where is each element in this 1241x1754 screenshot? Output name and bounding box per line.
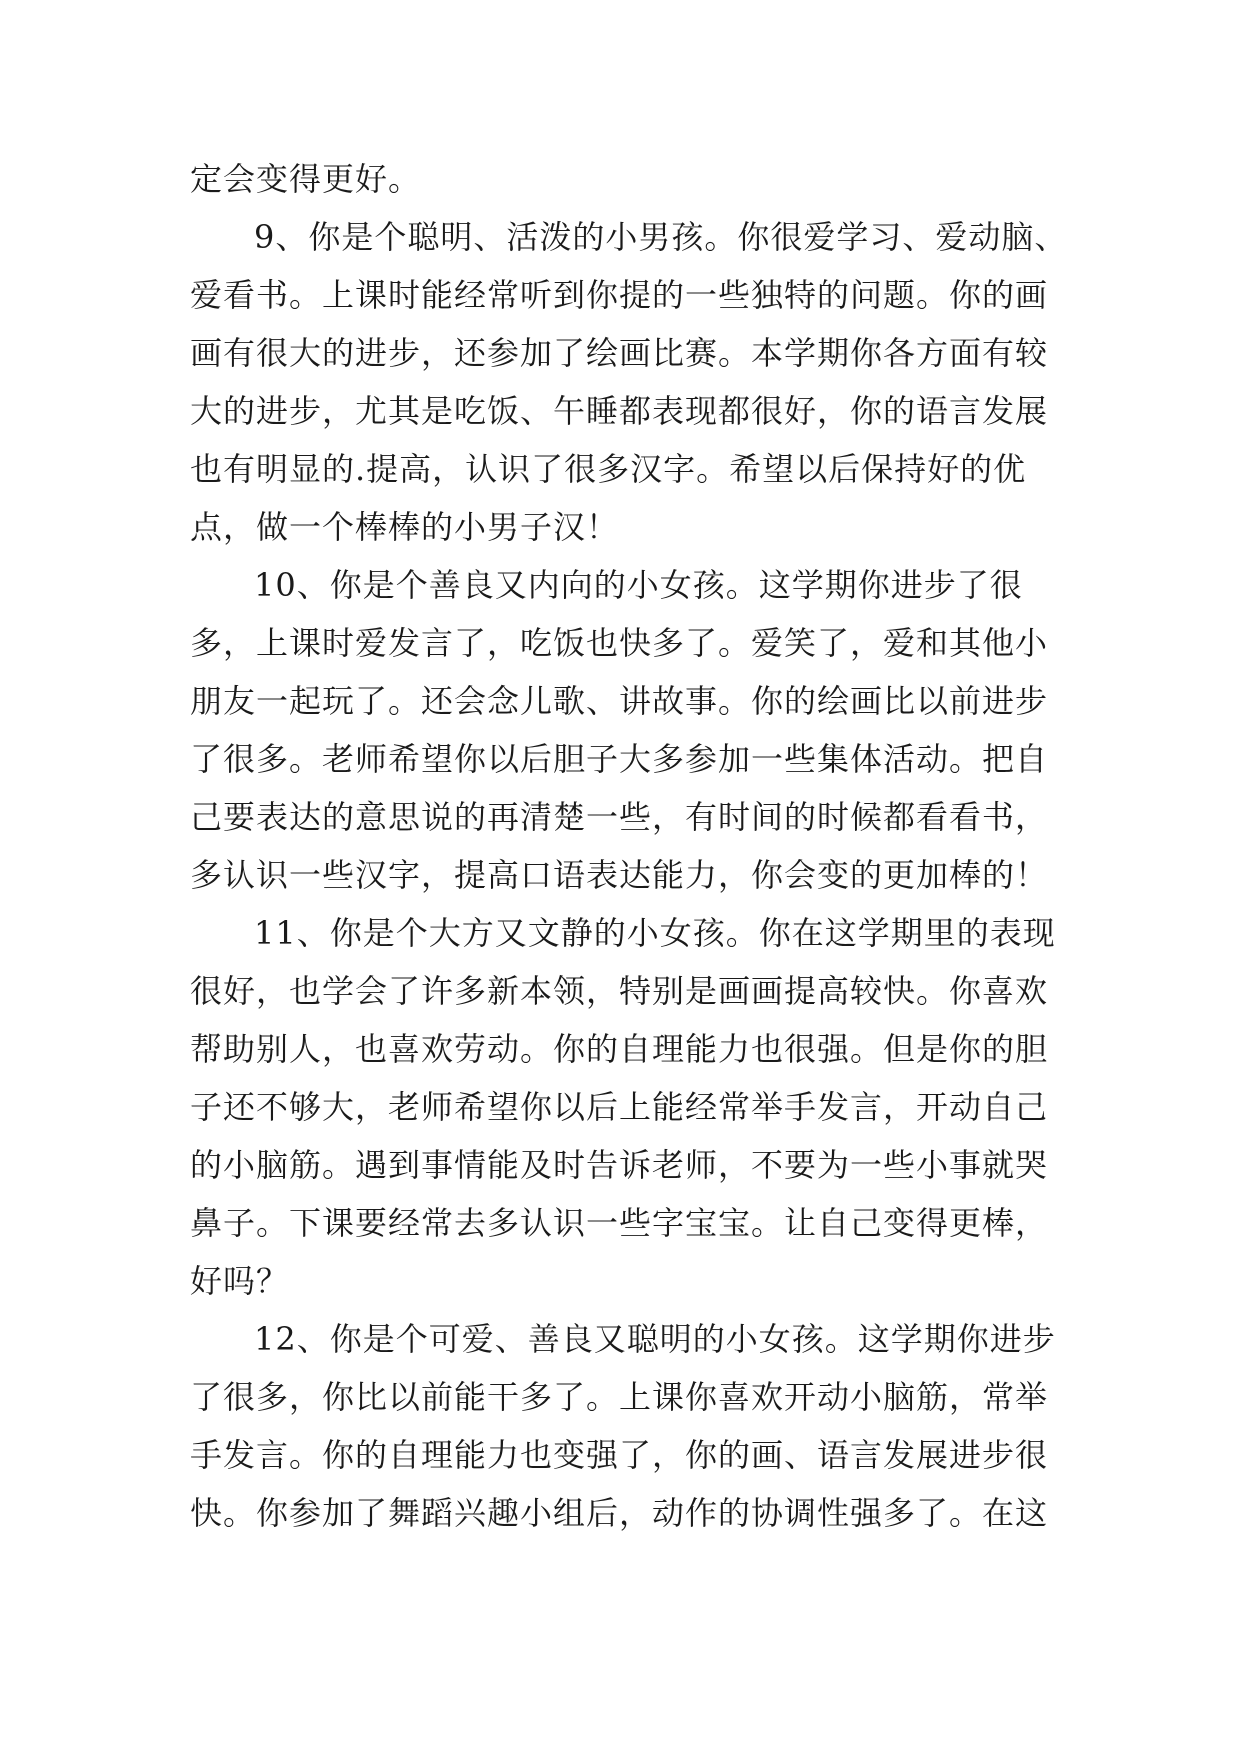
paragraph-9: 9、你是个聪明、活泼的小男孩。你很爱学习、爱动脑、爱看书。上课时能经常听到你提的一些独特的问题。你的画画有很大的进步，还参加了绘画比赛。本学期你各方面有较大的进步，尤其是吃饭、午睡都表现都很好，你的语言发展也有明显的.提高，认识了很多汉字。希望以后保持好的优点，做一个棒棒的小男子汉！	[190, 218, 1068, 546]
document-body	[190, 150, 1070, 1542]
paragraph-12: 12、你是个可爱、善良又聪明的小女孩。这学期你进步了很多，你比以前能干多了。上课你喜欢开动小脑筋，常举手发言。你的自理能力也变强了，你的画、语言发展进步很快。你参加了舞蹈兴趣小组后，动作的协调性强多了。在这	[190, 1320, 1056, 1532]
paragraph-11: 11、你是个大方又文静的小女孩。你在这学期里的表现很好，也学会了许多新本领，特别是画画提高较快。你喜欢帮助别人，也喜欢劳动。你的自理能力也很强。但是你的胆子还不够大，老师希望你以后上能经常举手发言，开动自己的小脑筋。遇到事情能及时告诉老师，不要为一些小事就哭鼻子。下课要经常去多认识一些字宝宝。让自己变得更棒，好吗？	[190, 914, 1056, 1300]
paragraph-continuation: 定会变得更好。	[190, 160, 422, 198]
paragraph-10: 10、你是个善良又内向的小女孩。这学期你进步了很多，上课时爱发言了，吃饭也快多了。爱笑了，爱和其他小朋友一起玩了。还会念儿歌、讲故事。你的绘画比以前进步了很多。老师希望你以后胆子大多参加一些集体活动。把自己要表达的意思说的再清楚一些，有时间的时候都看看书，多认识一些汉字，提高口语表达能力，你会变的更加棒的！	[190, 566, 1049, 894]
